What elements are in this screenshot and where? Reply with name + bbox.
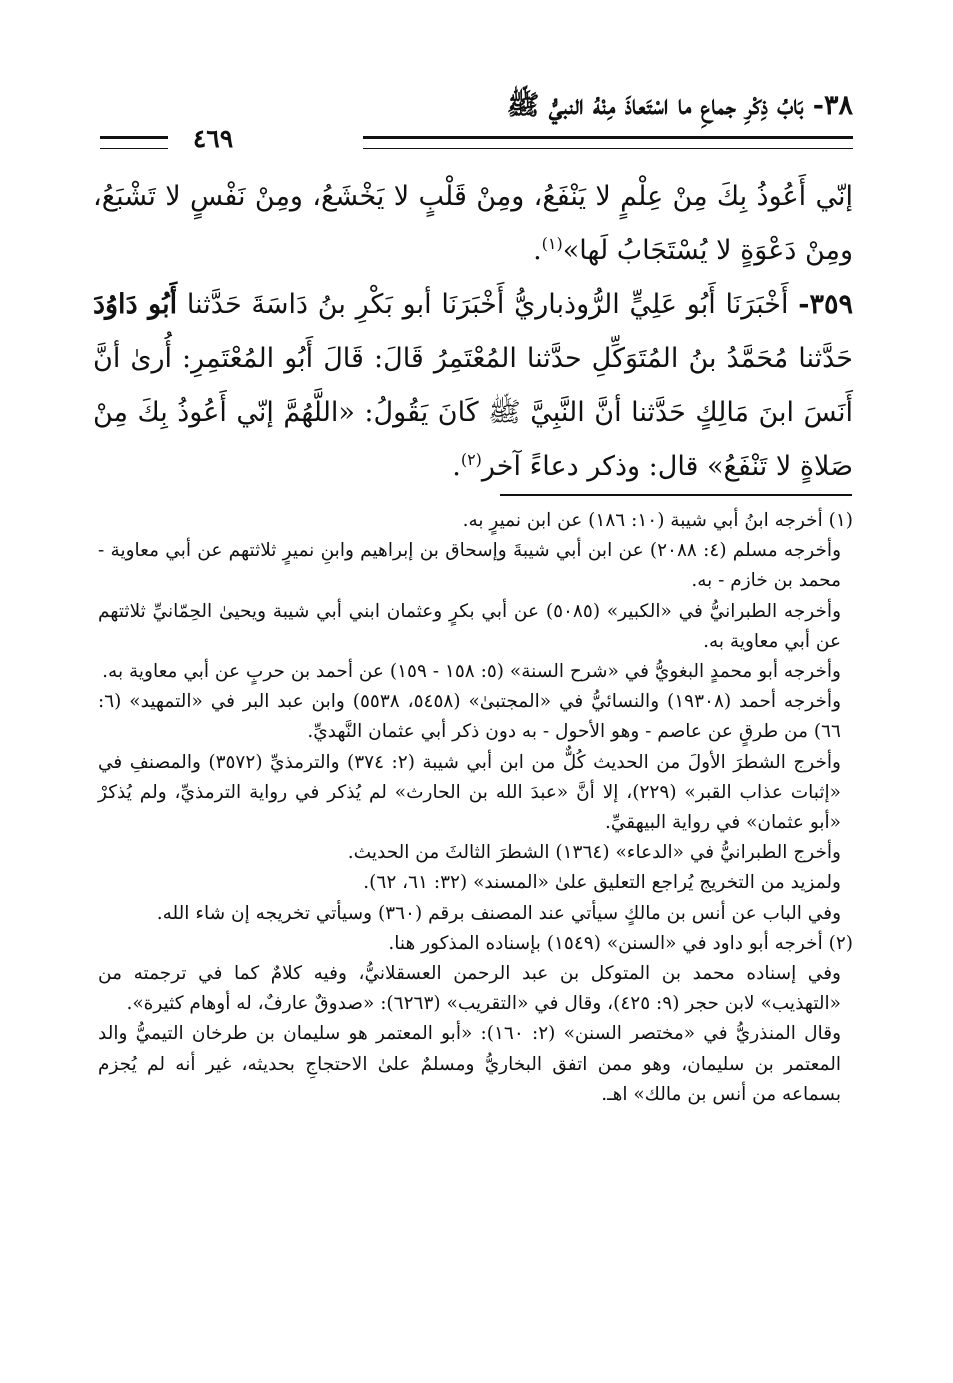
footnote-line: وفي إسناده محمد بن المتوكل بن عبد الرحمن العسقلانيُّ، وفيه كلامٌ كما في ترجمته من «التهذيب» لابن حجر (٩: ٤٢٥)، وقال في «التقريب» (٦٢٦٣): «صدوقٌ عارفٌ، له أوهام كثيرة». bbox=[98, 963, 841, 1015]
paragraph-2-text-a: أَخْبَرَنَا أَبُو عَلِيٍّ الرُّوذباريُّ أَخْبَرَنَا أبو بَكْرِ بنُ دَاسَةَ حَدَّثنا bbox=[186, 289, 789, 320]
narrator-abu-dawud: أَبُو دَاوُدَ bbox=[93, 289, 178, 320]
footnote-line: وأخرج الطبرانيُّ في «الدعاء» (١٣٦٤) الشطرَ الثالثَ من الحديث. bbox=[347, 842, 841, 864]
footnote-line: وأخرجه الطبرانيُّ في «الكبير» (٥٠٨٥) عن أبي بكرٍ وعثمان ابني أبي شيبة ويحيىٰ الحِمّانيِّ ثلاثتهم عن أبي معاوية به. bbox=[98, 600, 842, 652]
footnote-line: وأخرجه أبو محمدٍ البغويُّ في «شرح السنة» (٥: ١٥٨ - ١٥٩) عن أحمد بن حربٍ عن أبي معاوية به. bbox=[102, 661, 841, 683]
footnote-line: وأخرجه مسلم (٤: ٢٠٨٨) عن ابن أبي شيبةَ وإسحاق بن إبراهيم وابنِ نميرٍ ثلاثتهم عن أبي معاوية - محمد بن خازم - به. bbox=[98, 540, 841, 592]
footnote-ref-2[interactable]: (٢) bbox=[460, 450, 482, 469]
paragraph-2-end: . bbox=[452, 451, 461, 482]
footnote-line: وقال المنذريُّ في «مختصر السنن» (٢: ١٦٠): «أبو المعتمر هو سليمان بن طرخان التيميُّ والد المعتمر بن سليمان، وهو ممن اتفق البخاريُّ ومسلمٌ علىٰ الاحتجاجِ بحديثه، غير أنه لم يُجزم بسماعه من أنس بن مالك» اهـ. bbox=[98, 1023, 842, 1105]
main-paragraph-2 bbox=[93, 278, 853, 494]
paragraph-1-text: إنّي أَعُوذُ بِكَ مِنْ عِلْمٍ لا يَنْفَعُ، ومِنْ قَلْبٍ لا يَخْشَعُ، ومِنْ نَفْسٍ لا تَشْبَعُ، ومِنْ دَعْوَةٍ لا يُسْتَجَابُ لَها» bbox=[93, 181, 853, 266]
header-rule-right bbox=[363, 136, 853, 149]
main-paragraph-1 bbox=[93, 170, 853, 278]
footnote-line: وأخرجه أحمد (١٩٣٠٨) والنسائيُّ في «المجتبىٰ» (٥٤٥٨، ٥٥٣٨) وابن عبد البر في «التمهيد» (٦: ٦٦) من طرقٍ عن عاصم - وهو الأحول - به دون ذكر أبي عثمان النَّهديِّ. bbox=[98, 691, 841, 743]
header-rule-left bbox=[100, 136, 168, 149]
footnote-line: (٢) أخرجه أبو داود في «السنن» (١٥٤٩) بإسناده المذكور هنا. bbox=[388, 932, 853, 954]
hadith-number: ٣٥٩- bbox=[798, 289, 853, 320]
footnote-line: وفي الباب عن أنس بن مالكٍ سيأتي عند المصنف برقم (٣٦٠) وسيأتي تخريجه إن شاء الله. bbox=[156, 902, 841, 924]
page-number: ٤٦٩ bbox=[192, 124, 234, 153]
footnote-line: وأخرج الشطرَ الأولَ من الحديث كُلٌّ من ابن أبي شيبة (٢: ٣٧٤) والترمذيِّ (٣٥٧٢) والمصنفِ في «إثبات عذاب القبر» (٢٢٩)، إلا أنَّ «عبدَ الله بن الحارث» لم يُذكر في رواية الترمذيِّ، ولم يُذكرْ «أبو عثمان» في رواية البيهقيِّ. bbox=[98, 751, 841, 834]
paragraph-2-text-b: حَدَّثنا مُحَمَّدُ بنُ المُتَوَكِّلِ حدَّثنا المُعْتَمِرُ قَالَ: قَالَ أَبُو المُعْتَمِرِ: أُرىٰ أنَّ أَنَسَ ابنَ مَالِكٍ حَدَّثنا أنَّ النَّبِيَّ ﷺ كَانَ يَقُولُ: «اللَّهُمَّ إنّي أَعُوذُ بِكَ مِنْ صَلاةٍ لا تَنْفَعُ» قال: وذكر دعاءً آخر bbox=[93, 343, 853, 482]
paragraph-1-end: . bbox=[533, 235, 542, 266]
footnote-line: (١) أخرجه ابنُ أبي شيبة (١٠: ١٨٦) عن ابن نميرٍ به. bbox=[462, 510, 853, 531]
footnote-ref-1[interactable]: (١) bbox=[541, 234, 563, 253]
footnote-line: ولمزيد من التخريج يُراجع التعليق علىٰ «المسند» (٣٢: ٦١، ٦٢). bbox=[363, 872, 841, 894]
footnote-separator bbox=[500, 494, 852, 496]
chapter-title: ٣٨- بَابُ ذِكْرِ جماعِ ما اسْتَعاذَ مِنْهُ النبيُّ ﷺ bbox=[506, 90, 853, 121]
footnotes bbox=[98, 506, 853, 1110]
